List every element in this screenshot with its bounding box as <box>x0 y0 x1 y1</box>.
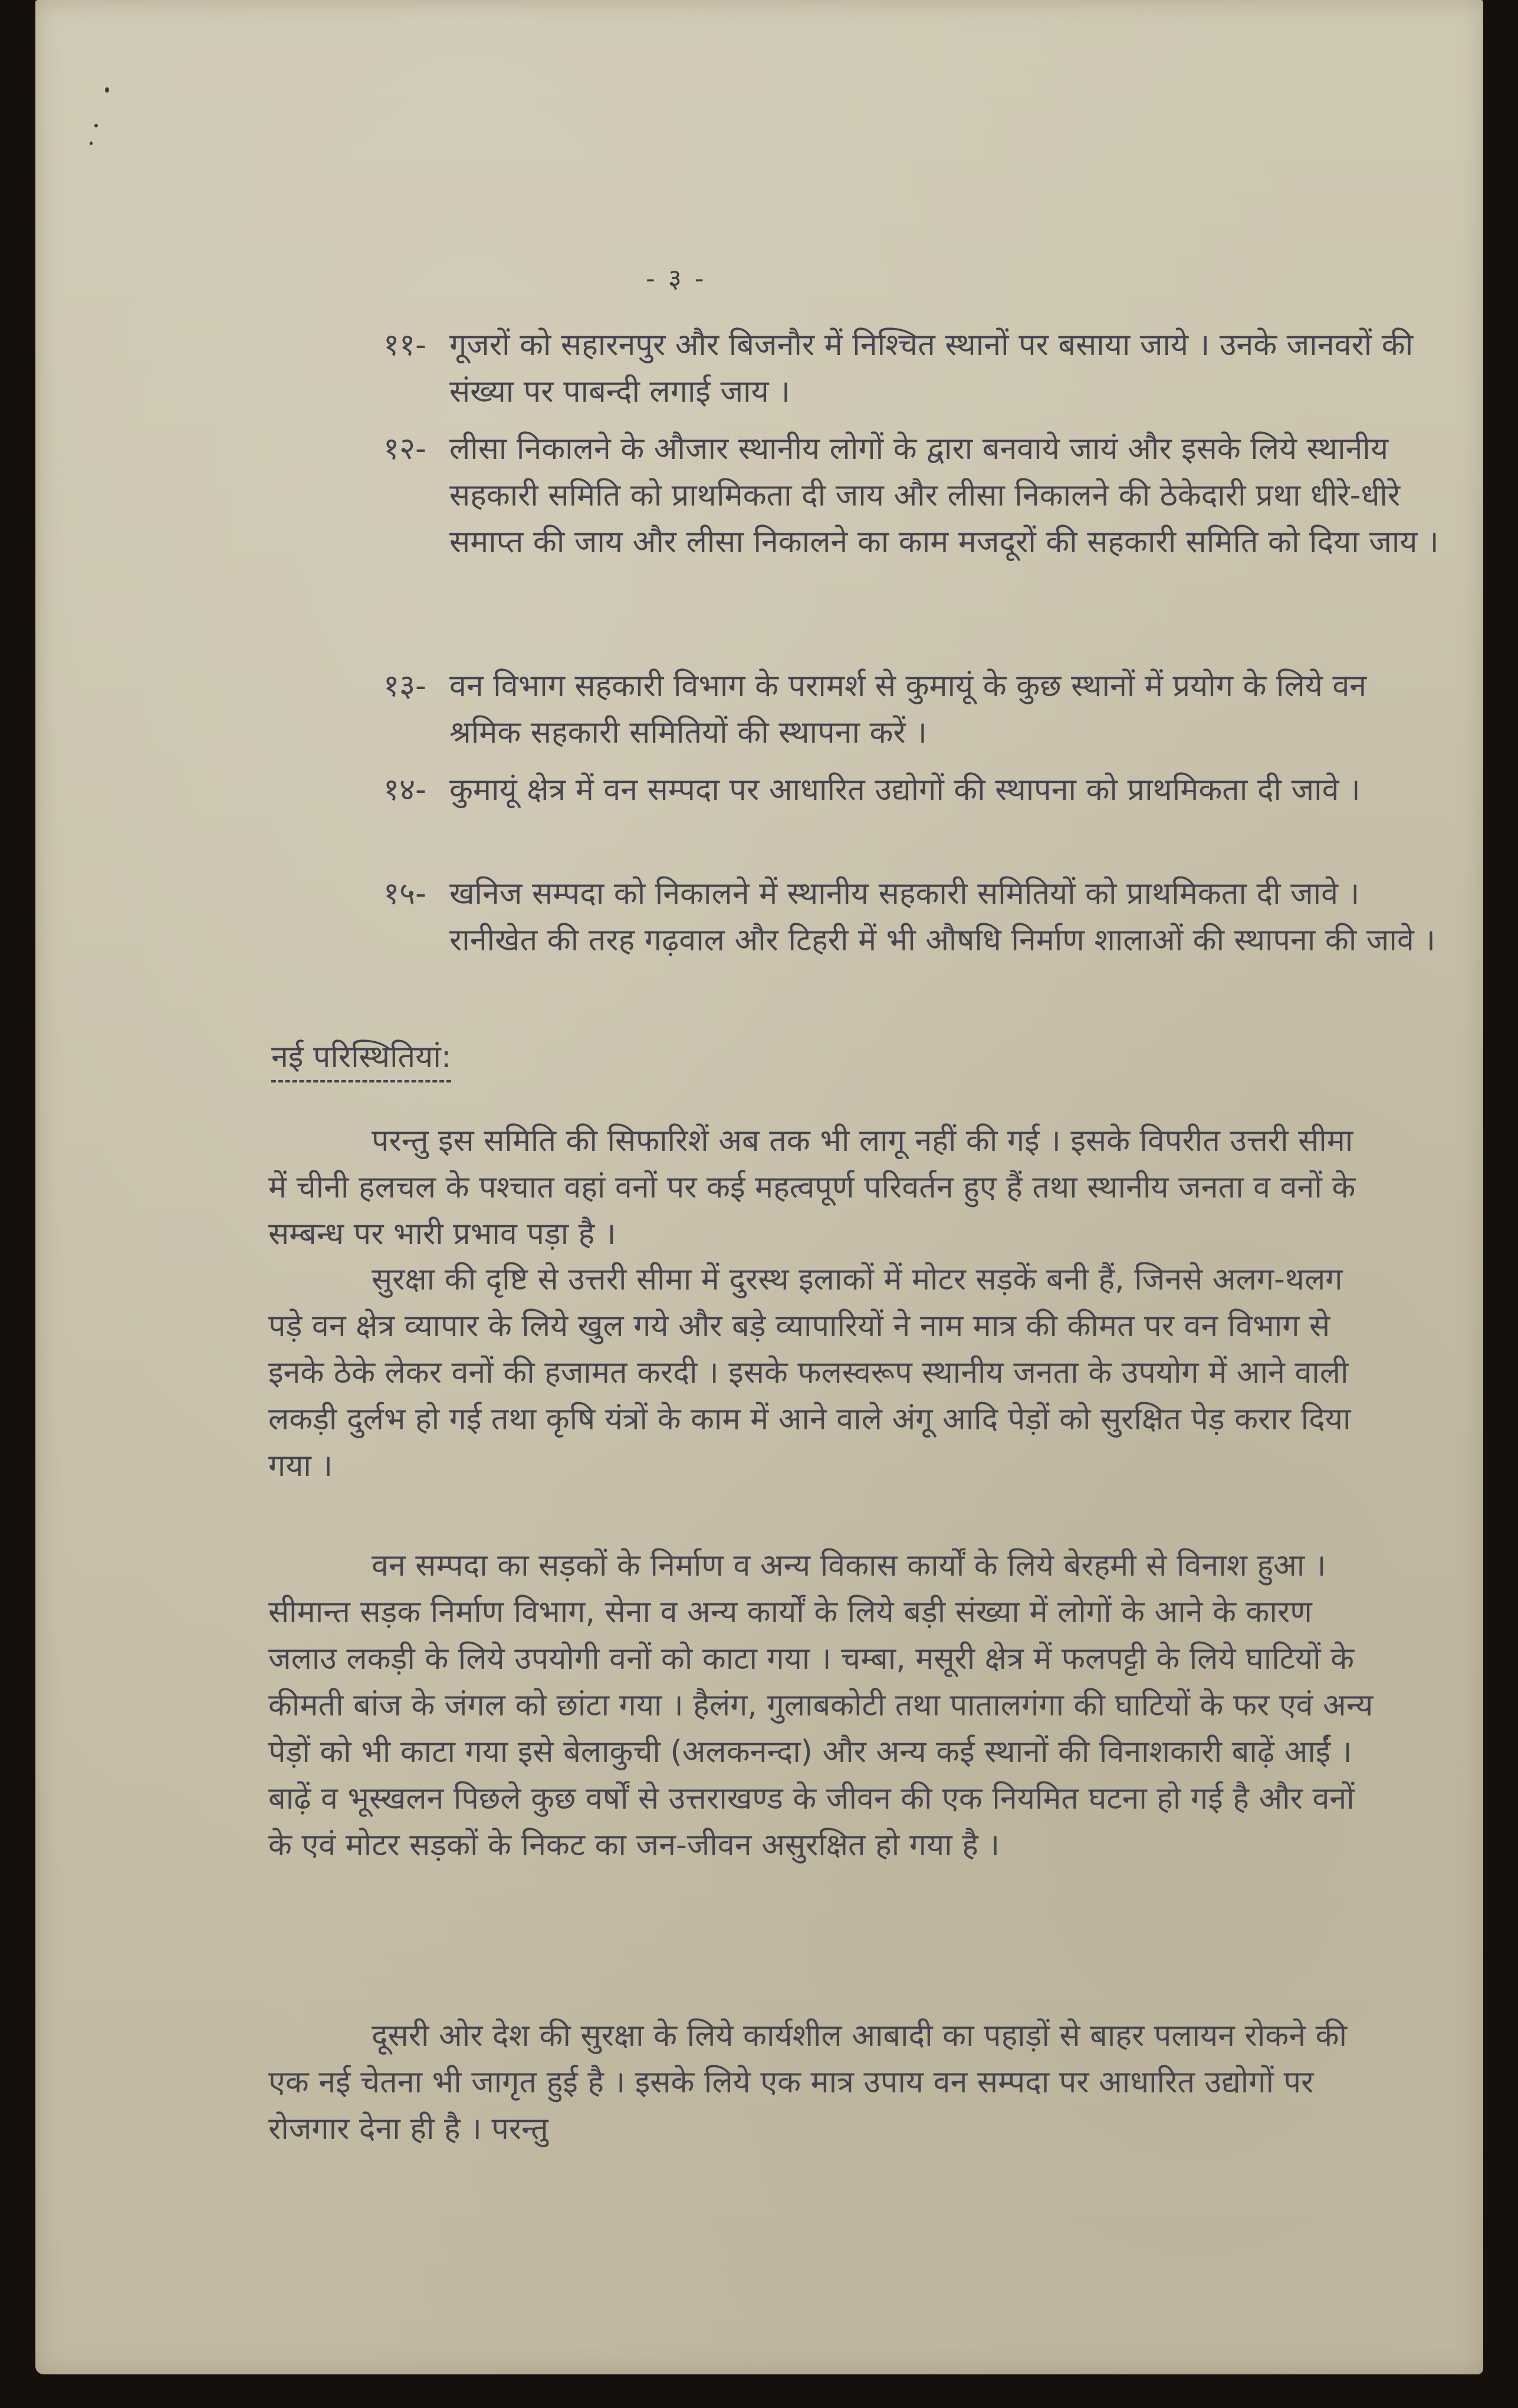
list-item <box>383 767 1386 813</box>
item-text: कुमायूं क्षेत्र में वन सम्पदा पर आधारित उद्योगों की स्थापना को प्राथमिकता दी जावे । <box>449 772 1361 808</box>
paragraph: दूसरी ओर देश की सुरक्षा के लिये कार्यशील आबादी का पहाड़ों से बाहर पलायन रोकने की एक नई चेतना भी जागृत हुई है । इसके लिये एक मात्र उपाय वन सम्पदा पर आधारित उद्योगों पर रोजगार देना ही है । परन्तु <box>268 2018 1348 2147</box>
item-number: १५- <box>383 876 426 911</box>
item-number: ११- <box>383 327 426 363</box>
list-item <box>383 871 1436 964</box>
item-text: वन विभाग सहकारी विभाग के परामर्श से कुमायूं के कुछ स्थानों में प्रयोग के लिये वन श्रमिक सहकारी समितियों की स्थापना करें । <box>449 668 1367 750</box>
item-text: खनिज सम्पदा को निकालने में स्थानीय सहकारी समितियों को प्राथमिकता दी जावे । रानीखेत की तरह गढ़वाल और टिहरी में भी औषधि निर्माण शालाओं की स्थापना की जावे । <box>449 876 1436 958</box>
paragraph: सुरक्षा की दृष्टि से उत्तरी सीमा में दुरस्थ इलाकों में मोटर सड़कें बनी हैं, जिनसे अलग-थलग पड़े वन क्षेत्र व्यापार के लिये खुल गये और बड़े व्यापारियों ने नाम मात्र की कीमत पर वन विभाग से इनके ठेके लेकर वनों की हजामत करदी । इसके फलस्वरूप स्थानीय जनता के उपयोग में आने वाली लकड़ी दुर्लभ हो गई तथा कृषि यंत्रों के काम में आने वाले अंगू आदि पेड़ों को सुरक्षित पेड़ करार दिया गया । <box>268 1262 1351 1484</box>
paragraph: वन सम्पदा का सड़कों के निर्माण व अन्य विकास कार्यों के लिये बेरहमी से विनाश हुआ । सीमान्त सड़क निर्माण विभाग, सेना व अन्य कार्यों के लिये बड़ी संख्या में लोगों के आने के कारण जलाउ लकड़ी के लिये उपयोगी वनों को काटा गया । चम्बा, मसूरी क्षेत्र में फलपट्टी के लिये घाटियों के कीमती बांज के जंगल को छांटा गया । हैलंग, गुलाबकोटी तथा पातालगंगा की घाटियों के फर एवं अन्य पेड़ों को भी काटा गया इसे बेलाकुची (अलकनन्दा) और अन्य कई स्थानों की विनाशकारी बाढ़ें आईं । बाढ़ें व भूस्खलन पिछले कुछ वर्षों से उत्तराखण्ड के जीवन की एक नियमित घटना हो गई है और वनों के एवं मोटर सड़कों के निकट का जन-जीवन असुरक्षित हो गया है । <box>268 1548 1374 1863</box>
item-text: गूजरों को सहारनपुर और बिजनौर में निश्चित स्थानों पर बसाया जाये । उनके जानवरों की संख्या पर पाबन्दी लगाई जाय । <box>449 327 1414 409</box>
ink-speck <box>94 124 98 127</box>
list-item <box>383 663 1386 756</box>
item-number: १३- <box>383 668 426 704</box>
page-number: - ३ - <box>646 264 707 294</box>
paragraph: परन्तु इस समिति की सिफारिशें अब तक भी लागू नहीं की गई । इसके विपरीत उत्तरी सीमा में चीनी हलचल के पश्चात वहां वनों पर कई महत्वपूर्ण परिवर्तन हुए हैं तथा स्थानीय जनता व वनों के सम्बन्ध पर भारी प्रभाव पड़ा है । <box>268 1123 1356 1252</box>
ink-speck <box>105 87 109 93</box>
ink-speck <box>90 142 93 145</box>
list-item <box>383 322 1414 415</box>
section-heading: नई परिस्थितियां: <box>271 1035 451 1082</box>
item-number: १२- <box>383 431 426 467</box>
item-text: लीसा निकालने के औजार स्थानीय लोगों के द्वारा बनवाये जायं और इसके लिये स्थानीय सहकारी समिति को प्राथमिकता दी जाय और लीसा निकालने की ठेकेदारी प्रथा धीरे-धीरे समाप्त की जाय और लीसा निकालने का काम मजदूरों की सहकारी समिति को दिया जाय । <box>449 431 1439 560</box>
list-item <box>383 426 1439 566</box>
item-number: १४- <box>383 772 426 808</box>
